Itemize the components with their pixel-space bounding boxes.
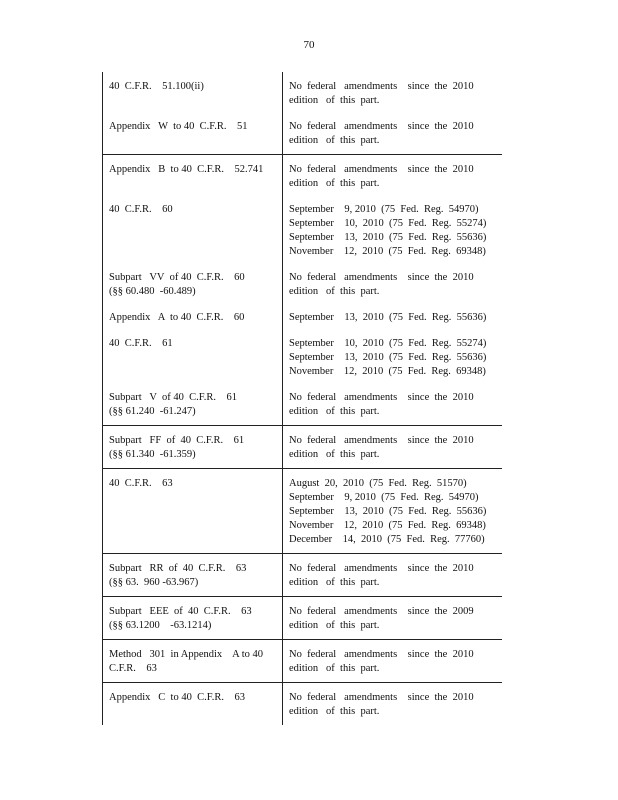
amendment-status-line: No federal amendments since the 2010 xyxy=(289,164,474,175)
cfr-citation-line xyxy=(109,231,276,245)
amendment-status-line: edition of this part. xyxy=(289,663,380,674)
amendment-status-cell xyxy=(282,640,502,682)
cfr-citation xyxy=(109,391,276,419)
amendment-status xyxy=(289,337,496,379)
cfr-citation-line xyxy=(109,533,276,547)
cfr-citation-line: (§§ 63.1200 -63.1214) xyxy=(109,620,212,631)
cfr-citation xyxy=(109,311,276,325)
cfr-citation-line: C.F.R. 63 xyxy=(109,663,157,674)
amendment-status-line: No federal amendments since the 2010 xyxy=(289,692,474,703)
cfr-citation xyxy=(109,80,276,108)
cfr-citation-line: Appendix B to 40 C.F.R. 52.741 xyxy=(109,164,264,175)
cfr-citation xyxy=(109,605,276,633)
amendment-status-line: edition of this part. xyxy=(289,286,380,297)
cfr-citation xyxy=(109,163,276,191)
cfr-citation-line: (§§ 61.340 -61.359) xyxy=(109,449,196,460)
cfr-citation-cell xyxy=(102,640,282,682)
cfr-citation xyxy=(109,337,276,379)
table-row xyxy=(102,155,502,426)
cfr-citation-line: Subpart V of 40 C.F.R. 61 xyxy=(109,392,237,403)
cfr-citation-line: Subpart EEE of 40 C.F.R. 63 xyxy=(109,606,252,617)
cfr-citation-line: 40 C.F.R. 63 xyxy=(109,478,173,489)
amendment-status-cell xyxy=(282,683,502,725)
cfr-citation-cell xyxy=(102,426,282,468)
amendment-status-line: edition of this part. xyxy=(289,178,380,189)
amendment-status-line: September 13, 2010 (75 Fed. Reg. 55636) xyxy=(289,312,487,323)
amendment-status-line: edition of this part. xyxy=(289,577,380,588)
amendment-status-line: November 12, 2010 (75 Fed. Reg. 69348) xyxy=(289,366,486,377)
amendment-status xyxy=(289,391,496,419)
amendment-status-line: December 14, 2010 (75 Fed. Reg. 77760) xyxy=(289,534,485,545)
cfr-citation-line: 40 C.F.R. 60 xyxy=(109,204,173,215)
cfr-citation-line: 40 C.F.R. 51.100(ii) xyxy=(109,81,204,92)
cfr-citation-line xyxy=(109,94,276,108)
table-row xyxy=(102,72,502,155)
cfr-citation-line: Subpart RR of 40 C.F.R. 63 xyxy=(109,563,247,574)
amendment-status-line: No federal amendments since the 2010 xyxy=(289,435,474,446)
amendment-status-line: edition of this part. xyxy=(289,95,380,106)
amendment-status-cell xyxy=(282,155,502,425)
amendment-status-line: No federal amendments since the 2009 xyxy=(289,606,474,617)
cfr-citation xyxy=(109,691,276,719)
amendment-status xyxy=(289,648,496,676)
amendment-status xyxy=(289,120,496,148)
cfr-citation-line: Appendix W to 40 C.F.R. 51 xyxy=(109,121,248,132)
cfr-citation-cell xyxy=(102,72,282,154)
amendment-status-cell xyxy=(282,426,502,468)
amendment-status-line: edition of this part. xyxy=(289,449,380,460)
amendment-status xyxy=(289,311,496,325)
table-row xyxy=(102,426,502,469)
cfr-citation-line xyxy=(109,365,276,379)
cfr-citation-line xyxy=(109,705,276,719)
cfr-citation-line: Appendix A to 40 C.F.R. 60 xyxy=(109,312,245,323)
cfr-citation-line: (§§ 60.480 -60.489) xyxy=(109,286,196,297)
cfr-citation xyxy=(109,562,276,590)
cfr-citation-line xyxy=(109,245,276,259)
amendment-status-cell xyxy=(282,554,502,596)
cfr-citation-line: Subpart VV of 40 C.F.R. 60 xyxy=(109,272,245,283)
table-row xyxy=(102,554,502,597)
amendment-status-line: September 9, 2010 (75 Fed. Reg. 54970) xyxy=(289,492,479,503)
amendment-status-line: September 13, 2010 (75 Fed. Reg. 55636) xyxy=(289,352,487,363)
amendment-status-line: No federal amendments since the 2010 xyxy=(289,392,474,403)
cfr-citation-line xyxy=(109,491,276,505)
cfr-citation-line xyxy=(109,134,276,148)
amendment-status-cell xyxy=(282,597,502,639)
cfr-citation-cell xyxy=(102,683,282,725)
amendment-status-line: edition of this part. xyxy=(289,706,380,717)
cfr-citation-line xyxy=(109,177,276,191)
amendment-status xyxy=(289,203,496,259)
table-row xyxy=(102,683,502,725)
amendment-status-line: November 12, 2010 (75 Fed. Reg. 69348) xyxy=(289,246,486,257)
page-number: 70 xyxy=(303,39,315,51)
amendment-status-line: September 9, 2010 (75 Fed. Reg. 54970) xyxy=(289,204,479,215)
amendment-status-line: No federal amendments since the 2010 xyxy=(289,81,474,92)
table-row xyxy=(102,597,502,640)
amendment-status-line: edition of this part. xyxy=(289,620,380,631)
cfr-citation xyxy=(109,648,276,676)
amendment-status xyxy=(289,271,496,299)
amendment-status xyxy=(289,80,496,108)
amendment-status-line: No federal amendments since the 2010 xyxy=(289,121,474,132)
cfr-citation-cell xyxy=(102,469,282,553)
amendment-status xyxy=(289,691,496,719)
cfr-citation-cell xyxy=(102,554,282,596)
amendment-status-line: September 13, 2010 (75 Fed. Reg. 55636) xyxy=(289,232,487,243)
cfr-citation-line: (§§ 61.240 -61.247) xyxy=(109,406,196,417)
cfr-citation-line xyxy=(109,217,276,231)
amendment-status-line: November 12, 2010 (75 Fed. Reg. 69348) xyxy=(289,520,486,531)
amendment-status-line: September 10, 2010 (75 Fed. Reg. 55274) xyxy=(289,218,487,229)
amendment-status-line: September 10, 2010 (75 Fed. Reg. 55274) xyxy=(289,338,487,349)
cfr-citation-line xyxy=(109,505,276,519)
amendment-status xyxy=(289,434,496,462)
amendment-status-line: edition of this part. xyxy=(289,406,380,417)
cfr-citation-line: 40 C.F.R. 61 xyxy=(109,338,173,349)
amendment-status-line: No federal amendments since the 2010 xyxy=(289,272,474,283)
table-row xyxy=(102,469,502,554)
cfr-citation xyxy=(109,120,276,148)
cfr-citation-cell xyxy=(102,155,282,425)
cfr-citation-line: Appendix C to 40 C.F.R. 63 xyxy=(109,692,245,703)
cfr-amendments-table xyxy=(102,72,502,725)
amendment-status-line: August 20, 2010 (75 Fed. Reg. 51570) xyxy=(289,478,467,489)
amendment-status-cell xyxy=(282,72,502,154)
amendment-status-cell xyxy=(282,469,502,553)
amendment-status-line: No federal amendments since the 2010 xyxy=(289,563,474,574)
amendment-status xyxy=(289,562,496,590)
cfr-citation-line: Subpart FF of 40 C.F.R. 61 xyxy=(109,435,245,446)
amendment-status-line: September 13, 2010 (75 Fed. Reg. 55636) xyxy=(289,506,487,517)
cfr-citation-line: Method 301 in Appendix A to 40 xyxy=(109,649,264,660)
cfr-citation-line xyxy=(109,519,276,533)
amendment-status xyxy=(289,477,496,547)
table-row xyxy=(102,640,502,683)
amendment-status-line: edition of this part. xyxy=(289,135,380,146)
cfr-citation-line xyxy=(109,351,276,365)
cfr-citation xyxy=(109,203,276,259)
cfr-citation xyxy=(109,434,276,462)
cfr-citation-cell xyxy=(102,597,282,639)
cfr-citation xyxy=(109,477,276,547)
amendment-status xyxy=(289,605,496,633)
cfr-citation-line: (§§ 63. 960 -63.967) xyxy=(109,577,199,588)
amendment-status xyxy=(289,163,496,191)
amendment-status-line: No federal amendments since the 2010 xyxy=(289,649,474,660)
cfr-citation xyxy=(109,271,276,299)
